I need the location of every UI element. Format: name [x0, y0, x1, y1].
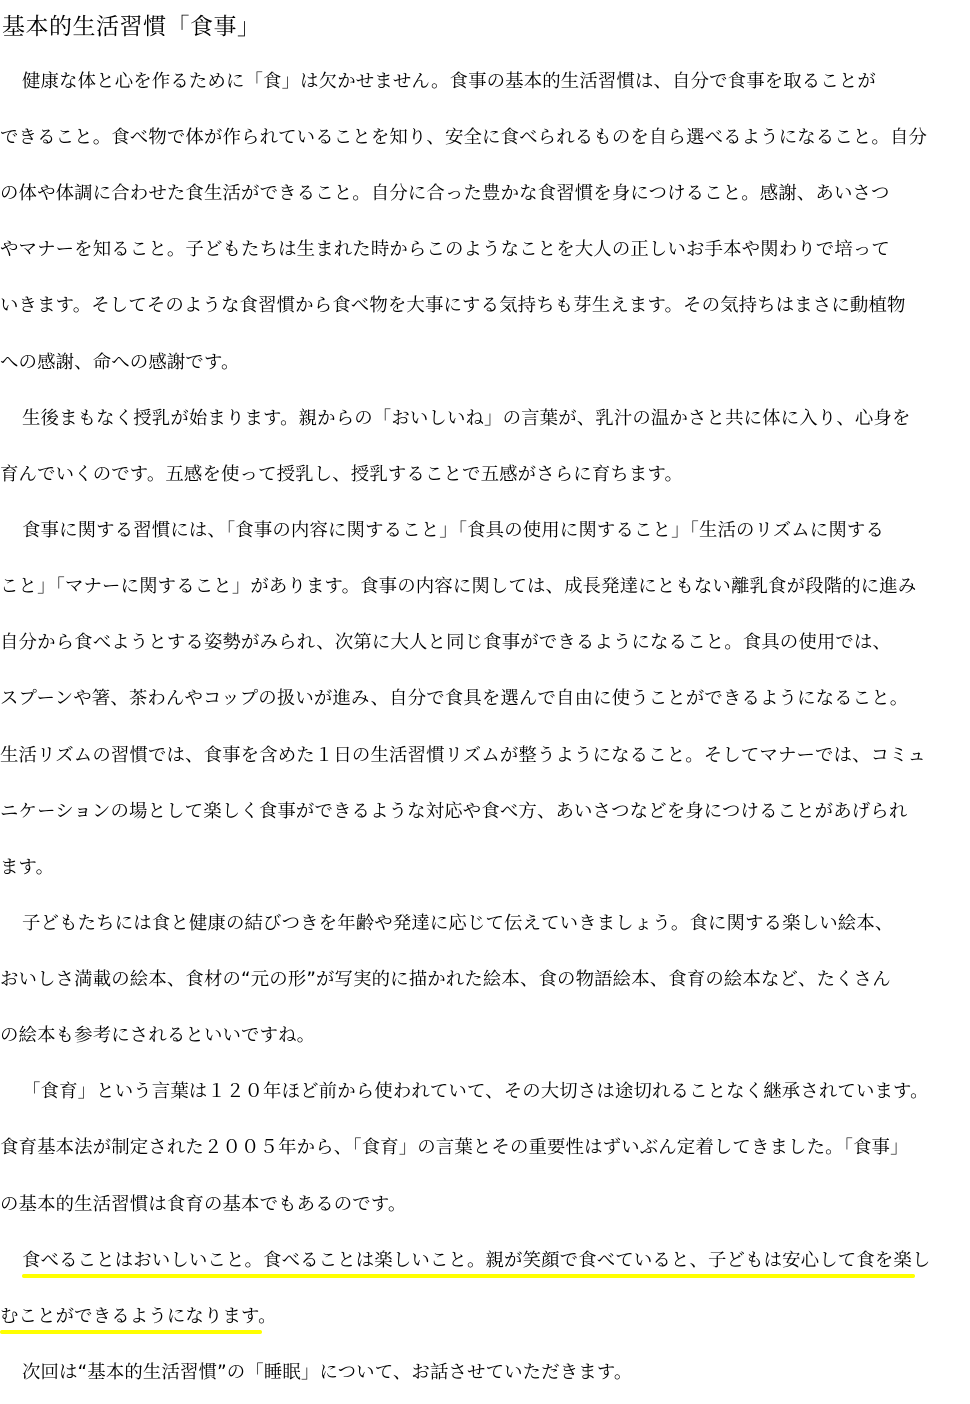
paragraph-6-line-1: 食べることはおいしいこと。食べることは楽しいこと。親が笑顔で食べていると、子どもは安心して食を楽し: [22, 1250, 931, 1271]
paragraph-1-line-5: いきます。そしてそのような食習慣から食べ物を大事にする気持ちも芽生えます。その気持ちはまさに動植物: [0, 295, 906, 316]
paragraph-1-line-6: への感謝、命への感謝です。: [0, 352, 240, 373]
paragraph-3-line-5: 生活リズムの習慣では、食事を含めた１日の生活習慣リズムが整うようになること。そしてマナーでは、コミュ: [0, 745, 926, 766]
paragraph-2-line-2: 育んでいくのです。五感を使って授乳し、授乳することで五感がさらに育ちます。: [0, 464, 684, 485]
paragraph-3-line-7: ます。: [0, 857, 55, 878]
paragraph-3-line-4: スプーンや箸、茶わんやコップの扱いが進み、自分で食具を選んで自由に使うことができるようになること。: [0, 688, 909, 709]
paragraph-6-line-2: むことができるようになります。: [0, 1306, 277, 1327]
paragraph-1-line-3: の体や体調に合わせた食生活ができること。自分に合った豊かな食習慣を身につけること。感謝、あいさつ: [0, 183, 890, 204]
paragraph-3-line-1: 食事に関する習慣には、「食事の内容に関すること」「食具の使用に関すること」「生活のリズムに関する: [22, 520, 884, 541]
paragraph-5-line-1: 「食育」という言葉は１２０年ほど前から使われていて、その大切さは途切れることなく継承されています。: [22, 1081, 929, 1102]
paragraph-4-line-1: 子どもたちには食と健康の結びつきを年齢や発達に応じて伝えていきましょう。食に関する楽しい絵本、: [22, 913, 894, 934]
paragraph-2-line-1: 生後まもなく授乳が始まります。親からの「おいしいね」の言葉が、乳汁の温かさと共に体に入り、心身を: [22, 408, 911, 429]
paragraph-5-line-3: の基本的生活習慣は食育の基本でもあるのです。: [0, 1194, 407, 1215]
paragraph-3-line-6: ニケーションの場として楽しく食事ができるような対応や食べ方、あいさつなどを身につけることがあげられ: [0, 801, 908, 822]
paragraph-1-line-2: できること。食べ物で体が作られていることを知り、安全に食べられるものを自ら選べるようになること。自分: [0, 127, 928, 148]
paragraph-4-line-2: おいしさ満載の絵本、食材の“元の形”が写実的に描かれた絵本、食の物語絵本、食育の絵本など、たくさん: [0, 969, 891, 990]
page-title: 基本的生活習慣「食事」: [2, 14, 261, 40]
paragraph-1-line-4: やマナーを知ること。子どもたちは生まれた時からこのようなことを大人の正しいお手本や関わりで培って: [0, 239, 890, 260]
paragraph-5-line-2: 食育基本法が制定された２００５年から、「食育」の言葉とその重要性はずいぶん定着してきました。「食事」: [0, 1137, 909, 1158]
paragraph-7-line-1: 次回は“基本的生活習慣”の「睡眠」について、お話させていただきます。: [22, 1362, 633, 1383]
paragraph-3-line-2: こと」「マナーに関すること」があります。食事の内容に関しては、成長発達にともない離乳食が段階的に進み: [0, 576, 917, 597]
paragraph-1-line-1: 健康な体と心を作るために「食」は欠かせません。食事の基本的生活習慣は、自分で食事を取ることが: [22, 71, 876, 92]
paragraph-4-line-3: の絵本も参考にされるといいですね。: [0, 1025, 316, 1046]
paragraph-3-line-3: 自分から食べようとする姿勢がみられ、次第に大人と同じ食事ができるようになること。食具の使用では、: [0, 632, 892, 653]
